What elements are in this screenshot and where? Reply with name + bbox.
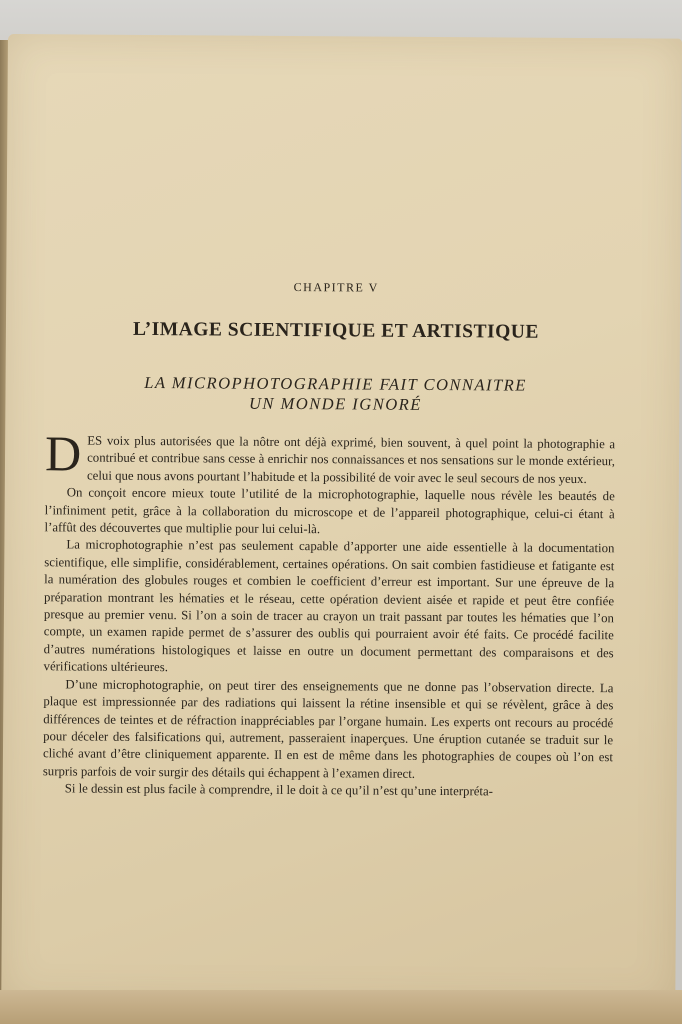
paragraph-1 bbox=[44, 425, 616, 488]
paragraph-5: Si le dessin est plus facile à comprendre, il le doit à ce qu’il n’est qu’une interpréta- bbox=[64, 781, 493, 799]
chapter-title: L’IMAGE SCIENTIFIQUE ET ARTISTIQUE bbox=[132, 318, 539, 343]
book-page bbox=[1, 34, 682, 1007]
drop-cap: D bbox=[44, 425, 82, 482]
body-text bbox=[42, 425, 616, 802]
chapter-heading: CHAPITRE V bbox=[293, 280, 379, 295]
paragraph-4: D’une microphotographie, on peut tirer des enseignements que ne donne pas l’observation directe. La plaque est impressionnée par des radiations qui laissent la rétine insensible et qui se révèlent, grâce à des différences de teintes et de réfraction inappréciables par l’organe humain. Les experts ont recours au procédé pour déceler des falsifications qui, autrement, passeraient inaperçues. Une éruption cutanée se traduit sur le cliché avant d’être cliniquement apparente. Il en est de même dans les photographies de coupes où l’on est surpris parfois de voir surgir des détails qui échappent à l’examen direct. bbox=[42, 677, 614, 781]
paragraph-2: On conçoit encore mieux toute l’utilité de la microphotographie, laquelle nous révèle les beautés de l’infiniment petit, grâce à la collaboration du microscope et de l’appareil photographique, celui-ci étant à l’affût des découvertes que multiplie pour lui celui-là. bbox=[44, 485, 615, 537]
page-stack-bottom bbox=[0, 990, 682, 1024]
subtitle-line-2: UN MONDE IGNORÉ bbox=[248, 393, 422, 414]
paragraph-1-text: ES voix plus autorisées que la nôtre ont déjà exprimé, bien souvent, à quel point la photographie a contribué et contribue sans cesse à enrichir nos connaissances et nos sensations sur le monde extérieur, celui que nous avons pourtant l’habitude et la possibilité de voir avec le seul secours de nos yeux. bbox=[86, 433, 616, 486]
paragraph-3: La microphotographie n’est pas seulement capable d’apporter une aide essentielle à la documentation scientifique, elle simplifie, considérablement, certaines opérations. On sait combien fastidieuse et fatigante est la numération des globules rouges et combien le coefficient d’erreur est important. Sur une épreuve de la préparation montrant les hématies et le réseau, cette opération devient aisée et rapide et peut être confiée presque au premier venu. Si l’on a soin de tracer au crayon un trait passant par toutes les hématies que l’on compte, un examen rapide permet de s’assurer des oublis qui pourraient avoir été faits. Ce procédé facilite d’autres numérations histologiques et laisse en outre un document permettant des comparaisons et des vérifications ultérieures. bbox=[43, 537, 615, 675]
section-subtitle bbox=[45, 372, 625, 416]
subtitle-line-1: LA MICROPHOTOGRAPHIE FAIT CONNAITRE bbox=[144, 372, 527, 395]
